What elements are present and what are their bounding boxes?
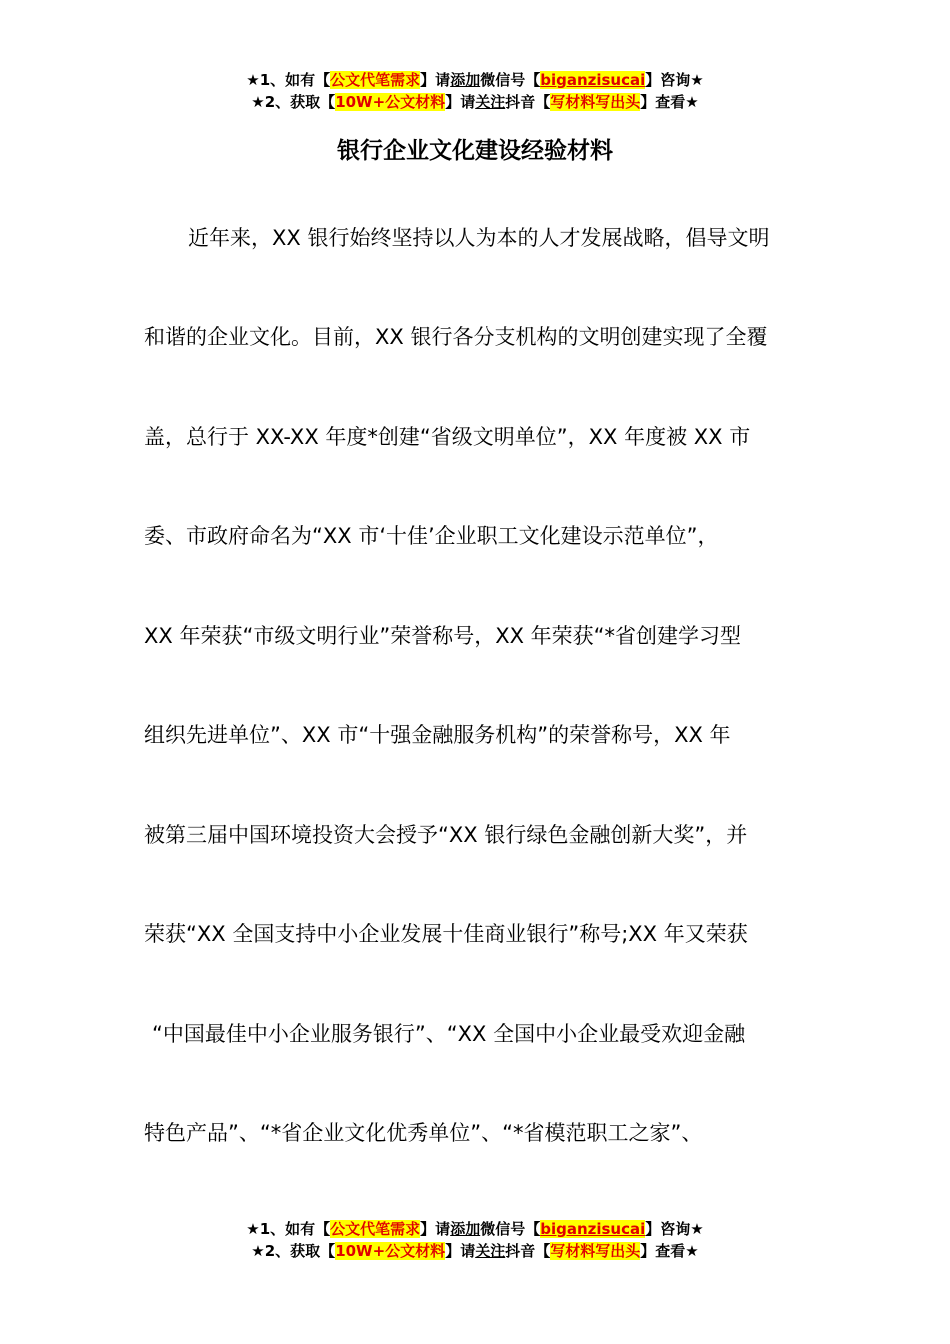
header-banner: [0, 69, 950, 113]
body-line: 和谐的企业文化。目前，XX 银行各分支机构的文明创建实现了全覆: [144, 325, 768, 349]
footer-text: 】查看★: [640, 1242, 699, 1260]
underlined-text: 关注: [475, 93, 506, 111]
header-line-2: [0, 91, 950, 113]
highlight-text: 10W+公文材料: [335, 1242, 446, 1260]
underlined-text: 关注: [475, 1242, 506, 1260]
header-text: 抖音【: [505, 93, 551, 111]
footer-banner: [0, 1218, 950, 1262]
highlight-text: 公文代笔需求: [330, 1220, 421, 1238]
body-line: 近年来，XX 银行始终坚持以人为本的人才发展战略，倡导文明: [188, 226, 770, 250]
footer-text: 】请: [445, 1242, 476, 1260]
footer-text: 抖音【: [505, 1242, 551, 1260]
highlight-text: 公文代笔需求: [330, 71, 421, 89]
highlight-text: 写材料写出头: [550, 1242, 641, 1260]
footer-text: 】请: [420, 1220, 451, 1238]
highlight-text: 写材料写出头: [550, 93, 641, 111]
footer-text: 微信号【: [480, 1220, 541, 1238]
body-line: 被第三届中国环境投资大会授予“XX 银行绿色金融创新大奖”，并: [144, 823, 748, 847]
header-text: 微信号【: [480, 71, 541, 89]
wechat-id: biganzisucai: [540, 71, 646, 89]
header-line-1: [0, 69, 950, 91]
body-line: 特色产品”、“*省企业文化优秀单位”、“*省模范职工之家”、: [144, 1121, 703, 1145]
footer-text: ★1、如有【: [246, 1220, 331, 1238]
footer-text: ★2、获取【: [251, 1242, 336, 1260]
body-line: 委、市政府命名为“XX 市‘十佳’企业职工文化建设示范单位”，: [144, 524, 719, 548]
body-line: 盖，总行于 XX-XX 年度*创建“省级文明单位”，XX 年度被 XX 市: [144, 425, 751, 449]
header-text: ★1、如有【: [246, 71, 331, 89]
header-text: ★2、获取【: [251, 93, 336, 111]
footer-line-1: [0, 1218, 950, 1240]
header-text: 】请: [420, 71, 451, 89]
body-line: “中国最佳中小企业服务银行”、“XX 全国中小企业最受欢迎金融: [152, 1022, 746, 1046]
underlined-text: 添加: [450, 1220, 481, 1238]
footer-text: 】咨询★: [645, 1220, 704, 1238]
underlined-text: 添加: [450, 71, 481, 89]
body-line: 组织先进单位”、XX 市“十强金融服务机构”的荣誉称号，XX 年: [144, 723, 731, 747]
highlight-text: 10W+公文材料: [335, 93, 446, 111]
wechat-id: biganzisucai: [540, 1220, 646, 1238]
header-text: 】请: [445, 93, 476, 111]
document-title: 银行企业文化建设经验材料: [337, 138, 613, 164]
body-line: 荣获“XX 全国支持中小企业发展十佳商业银行”称号;XX 年又荣获: [144, 922, 748, 946]
body-line: XX 年荣获“市级文明行业”荣誉称号，XX 年荣获“*省创建学习型: [144, 624, 742, 648]
header-text: 】查看★: [640, 93, 699, 111]
footer-line-2: [0, 1240, 950, 1262]
header-text: 】咨询★: [645, 71, 704, 89]
